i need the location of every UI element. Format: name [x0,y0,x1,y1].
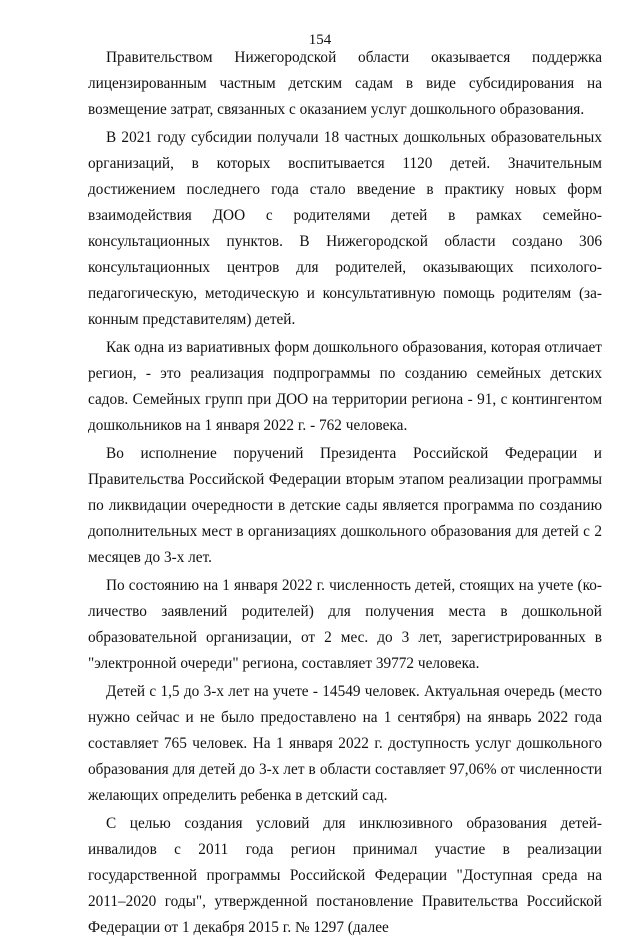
paragraph: Детей с 1,5 до 3-х лет на учете - 14549 человек. Актуальная очередь (место нужно сейчас и не было предоставлено на 1 сентября) на январь 2022 года составляет 765 человек. На 1 января 2022 г. доступность услуг дошкольного образования для детей до 3-х лет в области составляет 97,06% от численности желающих определить ребенка в детский сад. [88,683,602,804]
document-body [88,45,602,943]
paragraph: Как одна из вариативных форм дошкольного образования, которая отличает регион, - это реализация подпрограммы по созданию семейных детских садов. Семейных групп при ДОО на территории региона - 91, с контингентом дошкольников на 1 января 2022 г. - 762 человека. [88,339,602,434]
paragraph: В 2021 году субсидии получали 18 частных дошкольных образовательных организаций, в которых воспитывается 1120 детей. Значительным достижением последнего года стало введение в практику новых форм взаимодействия ДОО с родителями детей в рамках семейно-консультационных пунктов. В Нижегородской области создано 306 консультационных центров для родителей, оказывающих психолого-педагогическую, методическую и консультативную помощь родителям (законным представителям) детей. [88,129,602,328]
paragraph: С целью создания условий для инклюзивного образования детей-инвалидов с 2011 года регион принимал участие в реализации государственной программы Российской Федерации "Доступная среда на 2011–2020 годы", утвержденной постановление Правительства Российской Федерации от 1 декабря 2015 г. № 1297 (далее [88,815,602,936]
paragraph: По состоянию на 1 января 2022 г. численность детей, стоящих на учете (количество заявлений родителей) для получения места в дошкольной образовательной организации, от 2 мес. до 3 лет, зарегистрированных в "электронной очереди" региона, составляет 39772 человека. [88,577,602,672]
paragraph: Правительством Нижегородской области оказывается поддержка лицензированным частным детским садам в виде субсидирования на возмещение затрат, связанных с оказанием услуг дошкольного образования. [88,49,602,118]
page-number: 154 [308,32,332,48]
paragraph: Во исполнение поручений Президента Российской Федерации и Правительства Российской Федерации вторым этапом реализации программы по ликвидации очередности в детские сады является программа по созданию дополнительных мест в организациях дошкольного образования для детей с 2 месяцев до 3-х лет. [88,445,602,566]
